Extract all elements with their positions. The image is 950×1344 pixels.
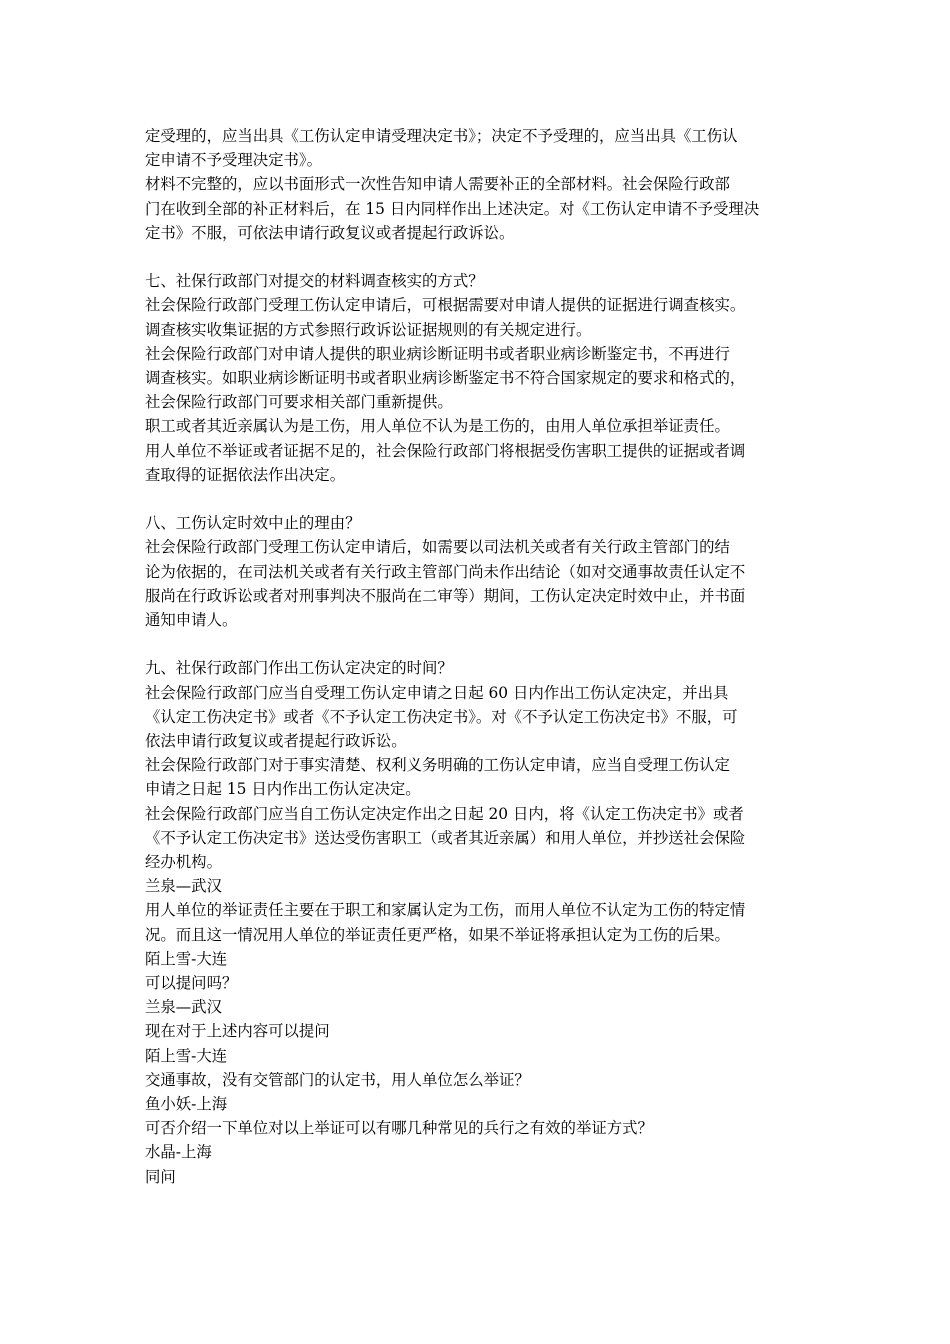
text-line: 定受理的，应当出具《工伤认定申请受理决定书》；决定不予受理的，应当出具《工伤认 xyxy=(145,127,738,145)
speaker-name: 陌上雪-大连 xyxy=(145,1046,228,1065)
text-line: 社会保险行政部门受理工伤认定申请后，可根据需要对申请人提供的证据进行调查核实。 xyxy=(145,296,746,315)
speaker-name: 兰泉—武汉 xyxy=(145,998,222,1017)
section-heading: 八、工伤认定时效中止的理由？ xyxy=(145,514,361,533)
speaker-name: 鱼小妖-上海 xyxy=(145,1095,228,1114)
text-line: 交通事故，没有交管部门的认定书，用人单位怎么举证？ xyxy=(145,1070,530,1089)
text-line: 申请之日起 15 日内作出工伤认定决定。 xyxy=(145,780,421,799)
text-line: 依法申请行政复议或者提起行政诉讼。 xyxy=(145,732,407,751)
text-line: 现在对于上述内容可以提问 xyxy=(145,1022,330,1041)
blank-line xyxy=(145,245,825,269)
text-line: 可以提问吗？ xyxy=(145,974,238,993)
text-line: 材料不完整的，应以书面形式一次性告知申请人需要补正的全部材料。社会保险行政部 xyxy=(145,175,730,194)
text-line: 调查核实收集证据的方式参照行政诉讼证据规则的有关规定进行。 xyxy=(145,320,592,339)
text-line: 经办机构。 xyxy=(145,853,222,872)
text-line: 《不予认定工伤决定书》送达受伤害职工（或者其近亲属）和用人单位，并抄送社会保险 xyxy=(145,828,746,847)
text-line: 服尚在行政诉讼或者对刑事判决不服尚在二审等）期间，工伤认定决定时效中止，并书面 xyxy=(145,586,746,605)
text-line: 社会保险行政部门受理工伤认定申请后，如需要以司法机关或者有关行政主管部门的结 xyxy=(145,538,730,557)
text-line: 《认定工伤决定书》或者《不予认定工伤决定书》。对《不予认定工伤决定书》不服，可 xyxy=(145,707,738,726)
document-page xyxy=(145,124,825,1189)
text-line: 社会保险行政部门对于事实清楚、权利义务明确的工伤认定申请，应当自受理工伤认定 xyxy=(145,756,730,775)
text-line: 职工或者其近亲属认为是工伤，用人单位不认为是工伤的，由用人单位承担举证责任。 xyxy=(145,417,730,436)
text-line: 门在收到全部的补正材料后，在 15 日内同样作出上述决定。对《工伤认定申请不予受理决 xyxy=(145,199,760,218)
text-line: 况。而且这一情况用人单位的举证责任更严格，如果不举证将承担认定为工伤的后果。 xyxy=(145,925,730,944)
text-line: 社会保险行政部门应当自工伤认定决定作出之日起 20 日内，将《认定工伤决定书》或者 xyxy=(145,804,744,823)
text-line: 定申请不予受理决定书》。 xyxy=(145,151,322,170)
section-heading: 九、社保行政部门作出工伤认定决定的时间？ xyxy=(145,659,453,678)
text-line: 用人单位的举证责任主要在于职工和家属认定为工伤，而用人单位不认定为工伤的特定情 xyxy=(145,901,746,920)
text-line: 查取得的证据依法作出决定。 xyxy=(145,465,346,484)
speaker-name: 陌上雪-大连 xyxy=(145,949,228,968)
section-heading: 七、社保行政部门对提交的材料调查核实的方式？ xyxy=(145,272,484,291)
blank-line xyxy=(145,487,825,511)
text-line: 定书》不服，可依法申请行政复议或者提起行政诉讼。 xyxy=(145,223,515,242)
text-line: 社会保险行政部门应当自受理工伤认定申请之日起 60 日内作出工伤认定决定，并出具 xyxy=(145,683,729,702)
text-line: 调查核实。如职业病诊断证明书或者职业病诊断鉴定书不符合国家规定的要求和格式的， xyxy=(145,369,746,388)
text-line: 社会保险行政部门对申请人提供的职业病诊断证明书或者职业病诊断鉴定书，不再进行 xyxy=(145,344,730,363)
text-line: 通知申请人。 xyxy=(145,611,238,630)
text-line: 可否介绍一下单位对以上举证可以有哪几种常见的兵行之有效的举证方式？ xyxy=(145,1119,653,1138)
text-line: 同问 xyxy=(145,1167,176,1186)
blank-line xyxy=(145,632,825,656)
speaker-name: 兰泉—武汉 xyxy=(145,877,222,896)
text-line: 论为依据的，在司法机关或者有关行政主管部门尚未作出结论（如对交通事故责任认定不 xyxy=(145,562,746,581)
text-line: 用人单位不举证或者证据不足的，社会保险行政部门将根据受伤害职工提供的证据或者调 xyxy=(145,441,746,460)
speaker-name: 水晶-上海 xyxy=(145,1143,212,1162)
text-line: 社会保险行政部门可要求相关部门重新提供。 xyxy=(145,393,453,412)
